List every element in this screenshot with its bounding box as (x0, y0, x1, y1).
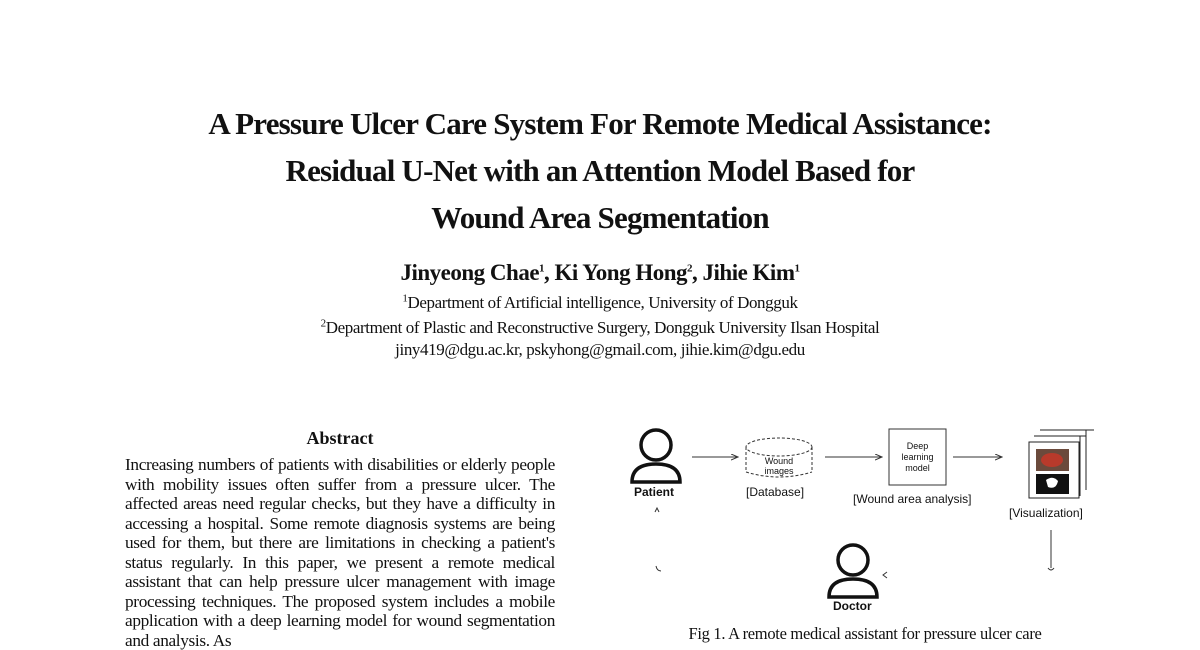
abstract-heading: Abstract (306, 428, 374, 448)
title-line-1: A Pressure Ulcer Care System For Remote Medical Assistance: (208, 106, 992, 141)
analysis-label: [Wound area analysis] (853, 492, 972, 506)
affiliation-2 (0, 318, 1200, 338)
affiliation-sup: 1 (402, 292, 408, 305)
author-emails: jiny419@dgu.ac.kr, pskyhong@gmail.com, jihie.kim@dgu.edu (395, 340, 805, 359)
author-sup: 2 (687, 262, 693, 275)
author-sup: 1 (539, 262, 545, 275)
author-name: Jinyeong Chae (400, 260, 540, 285)
figure-caption: Fig 1. A remote medical assistant for pressure ulcer care (688, 624, 1042, 643)
figure-1 (620, 420, 1110, 620)
paper-title (0, 100, 1200, 241)
db-inner-label: Wound images (764, 456, 794, 476)
doctor-label: Doctor (833, 599, 872, 613)
affiliation-text: Department of Plastic and Reconstructive Surgery, Dongguk University Ilsan Hospital (325, 318, 880, 337)
title-line-3: Wound Area Segmentation (431, 200, 769, 235)
doctor-icon (829, 545, 877, 597)
affiliation-sup: 2 (320, 317, 326, 330)
author-name: Jihie Kim (702, 260, 795, 285)
abstract-body: Increasing numbers of patients with disabilities or elderly people with mobility issues often suffer from a pressure ulcer. The affected areas need regular checks, but they have a difficulty in accessing a hospital. Some remote diagnosis systems are being used for them, but there are limitations in checking a patient's status regularly. In this paper, we present a remote medical assistant that can help pressure ulcer management with image processing techniques. The proposed system includes a mobile application with a deep learning model for wound segmentation and analysis. As (125, 455, 555, 650)
author-separator: , (692, 260, 703, 285)
affiliation-1 (0, 293, 1200, 313)
author-name: Ki Yong Hong (554, 260, 688, 285)
author-sup: 1 (794, 262, 800, 275)
database-label: [Database] (746, 485, 805, 499)
affiliation-text: Department of Artificial intelligence, University of Dongguk (407, 293, 798, 312)
author-list (0, 260, 1200, 286)
author-separator: , (544, 260, 555, 285)
patient-icon (632, 430, 680, 482)
model-box-label: Deep learning model (901, 441, 934, 473)
visualization-label: [Visualization] (1009, 506, 1083, 520)
title-line-2: Residual U-Net with an Attention Model Based for (285, 153, 915, 188)
system-diagram (620, 420, 1110, 620)
patient-label: Patient (634, 485, 675, 499)
